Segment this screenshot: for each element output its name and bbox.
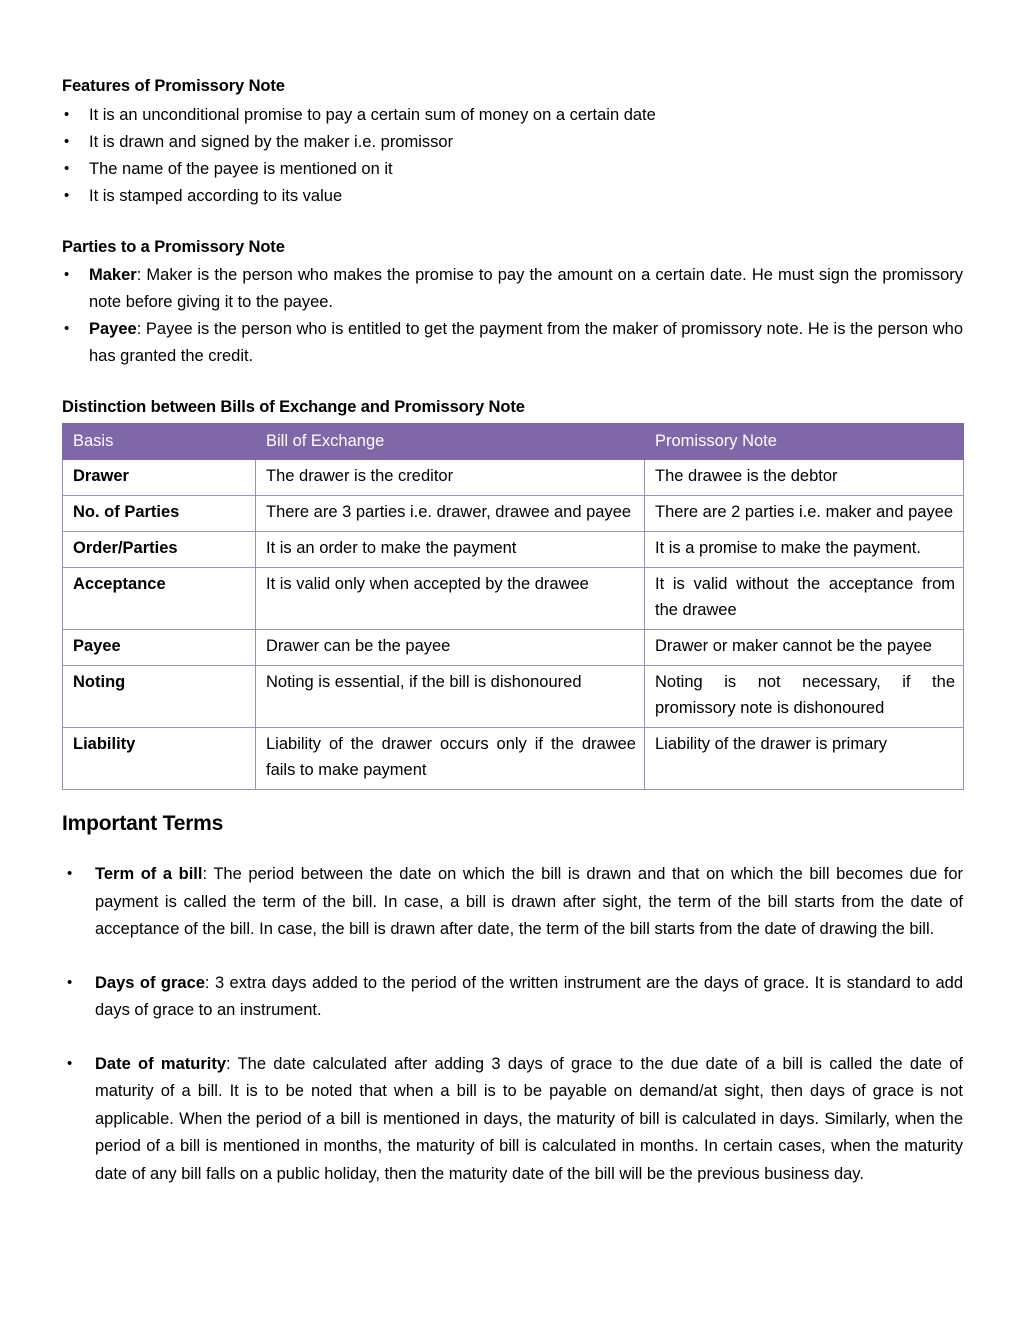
cell-basis: Noting (63, 665, 256, 727)
parties-list (62, 262, 963, 370)
table-row (63, 459, 964, 495)
list-item (62, 1051, 963, 1189)
table-header (63, 423, 964, 459)
cell-promissory-note: The drawee is the debtor (645, 459, 964, 495)
term-definition: : Payee is the person who is entitled to get the payment from the maker of promissory note. He is the person who has granted the credit. (89, 320, 963, 366)
term-label: Maker (89, 266, 137, 285)
list-item (62, 156, 963, 183)
table-body (63, 459, 964, 789)
list-item (62, 316, 963, 370)
cell-basis: Acceptance (63, 567, 256, 629)
list-item-text: It is drawn and signed by the maker i.e. promissor (89, 132, 454, 151)
list-item (62, 262, 963, 316)
cell-bill-of-exchange: The drawer is the creditor (256, 459, 645, 495)
cell-bill-of-exchange: Drawer can be the payee (256, 629, 645, 665)
list-item-text: The name of the payee is mentioned on it (89, 159, 393, 178)
term-definition: : Maker is the person who makes the promise to pay the amount on a certain date. He must sign the promissory note before giving it to the payee. (89, 266, 963, 312)
column-header-bill-of-exchange: Bill of Exchange (256, 423, 645, 459)
cell-basis: Payee (63, 629, 256, 665)
cell-promissory-note: It is valid without the acceptance from the drawee (645, 567, 964, 629)
column-header-basis: Basis (63, 423, 256, 459)
cell-promissory-note: Noting is not necessary, if the promissory note is dishonoured (645, 665, 964, 727)
list-item-text: It is stamped according to its value (89, 186, 343, 205)
term-label: Days of grace (95, 973, 205, 992)
parties-heading: Parties to a Promissory Note (62, 237, 285, 256)
list-item-text: It is an unconditional promise to pay a certain sum of money on a certain date (89, 105, 656, 124)
features-heading: Features of Promissory Note (62, 77, 285, 95)
distinction-heading: Distinction between Bills of Exchange and Promissory Note (62, 398, 525, 417)
spacer (62, 210, 963, 237)
cell-basis: Order/Parties (63, 531, 256, 567)
table-row (63, 629, 964, 665)
important-terms-heading: Important Terms (62, 811, 224, 835)
table-row (63, 495, 964, 531)
term-definition: : The period between the date on which the bill is drawn and that on which the bill becomes due for payment is called the term of the bill. In case, a bill is drawn after sight, the term of the bill starts from the date of acceptance of the bill. In case, the bill is drawn after date, the term of the bill starts from the date of drawing the bill. (95, 865, 963, 939)
cell-promissory-note: Drawer or maker cannot be the payee (645, 629, 964, 665)
term-definition: : The date calculated after adding 3 days of grace to the due date of a bill is called the date of maturity of a bill. It is to be noted that when a bill is to be payable on demand/at sight, then days of grace is not applicable. When the period of a bill is mentioned in days, the maturity of bill is calculated in days. Similarly, when the period of a bill is mentioned in months, the maturity of bill is calculated in months. In certain cases, when the maturity date of any bill falls on a public holiday, then the maturity date of the bill will be the previous business day. (95, 1054, 963, 1183)
important-terms-list (62, 861, 963, 1188)
cell-basis: Liability (63, 727, 256, 789)
term-label: Date of maturity (95, 1054, 226, 1073)
column-header-promissory-note: Promissory Note (645, 423, 964, 459)
table-row (63, 531, 964, 567)
list-item (62, 102, 963, 129)
distinction-table (62, 423, 964, 790)
table-header-row (63, 423, 964, 459)
term-label: Payee (89, 320, 137, 339)
term-definition: : 3 extra days added to the period of the written instrument are the days of grace. It is standard to add days of grace to an instrument. (95, 973, 963, 1020)
list-item (62, 970, 963, 1025)
cell-bill-of-exchange: Noting is essential, if the bill is dishonoured (256, 665, 645, 727)
list-item (62, 129, 963, 156)
cell-bill-of-exchange: It is an order to make the payment (256, 531, 645, 567)
cell-basis: Drawer (63, 459, 256, 495)
spacer (62, 370, 963, 397)
term-label: Term of a bill (95, 865, 203, 884)
features-list (62, 102, 963, 210)
cell-bill-of-exchange: There are 3 parties i.e. drawer, drawee and payee (256, 495, 645, 531)
table-row (63, 727, 964, 789)
table-row (63, 567, 964, 629)
cell-basis: No. of Parties (63, 495, 256, 531)
cell-promissory-note: There are 2 parties i.e. maker and payee (645, 495, 964, 531)
list-item (62, 183, 963, 210)
cell-promissory-note: It is a promise to make the payment. (645, 531, 964, 567)
cell-promissory-note: Liability of the drawer is primary (645, 727, 964, 789)
cell-bill-of-exchange: It is valid only when accepted by the drawee (256, 567, 645, 629)
table-row (63, 665, 964, 727)
spacer (62, 790, 963, 811)
cell-bill-of-exchange: Liability of the drawer occurs only if the drawee fails to make payment (256, 727, 645, 789)
list-item (62, 861, 963, 944)
